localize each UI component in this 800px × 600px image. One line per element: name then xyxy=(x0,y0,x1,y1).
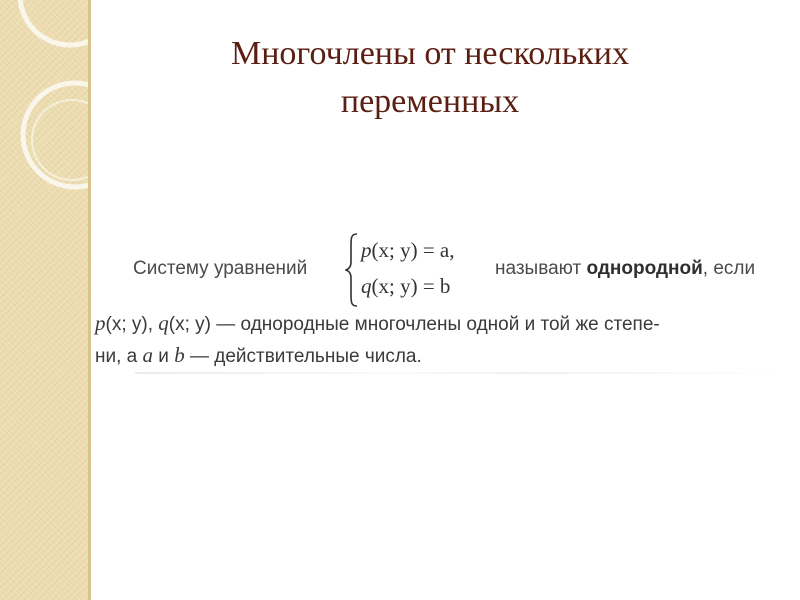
equation-2 xyxy=(361,268,455,304)
trail-text xyxy=(495,258,755,280)
equation-2-rhs: = b xyxy=(417,274,451,298)
equation-1-args: (x; y) xyxy=(371,238,418,262)
slide-title-line2: переменных xyxy=(340,83,520,120)
equation-system xyxy=(361,232,455,304)
equation-2-args: (x; y) xyxy=(371,274,418,298)
decorative-side-panel xyxy=(0,0,88,600)
decorative-circles xyxy=(0,0,88,200)
trail-after: , если xyxy=(702,258,756,279)
equation-1 xyxy=(361,232,455,268)
equation-1-rhs: = a, xyxy=(417,238,455,262)
trail-before: называют xyxy=(495,258,587,279)
line2-p-args: (x; y), xyxy=(105,314,159,335)
line3-b: b xyxy=(174,343,185,367)
line3-mid: и xyxy=(153,346,175,367)
paragraph-line-1 xyxy=(95,308,795,340)
trail-bold: однородной xyxy=(586,258,703,279)
scan-artifact xyxy=(135,372,785,374)
paragraph-line-2 xyxy=(95,340,795,372)
curly-brace-icon xyxy=(345,232,359,308)
slide-title-line1: Многочлены от нескольких xyxy=(230,35,629,72)
lead-text: Систему уравнений xyxy=(133,258,308,279)
line3-end: — действительные числа. xyxy=(184,346,422,367)
textbook-snippet xyxy=(95,220,795,390)
line2-q: q xyxy=(158,311,169,335)
equation-1-fn: p xyxy=(361,238,372,262)
line3-a: a xyxy=(142,343,154,367)
line2-p: p xyxy=(95,311,106,335)
side-divider xyxy=(88,0,91,600)
slide-title xyxy=(150,30,710,126)
line2-rest: — однородные многочлены одной и той же степе- xyxy=(211,314,660,335)
system-definition-row xyxy=(95,228,795,308)
definition-paragraph xyxy=(95,308,795,372)
line3-start: ни, а xyxy=(95,346,143,367)
equation-2-fn: q xyxy=(361,274,372,298)
line2-q-args: (x; y) xyxy=(168,314,211,335)
